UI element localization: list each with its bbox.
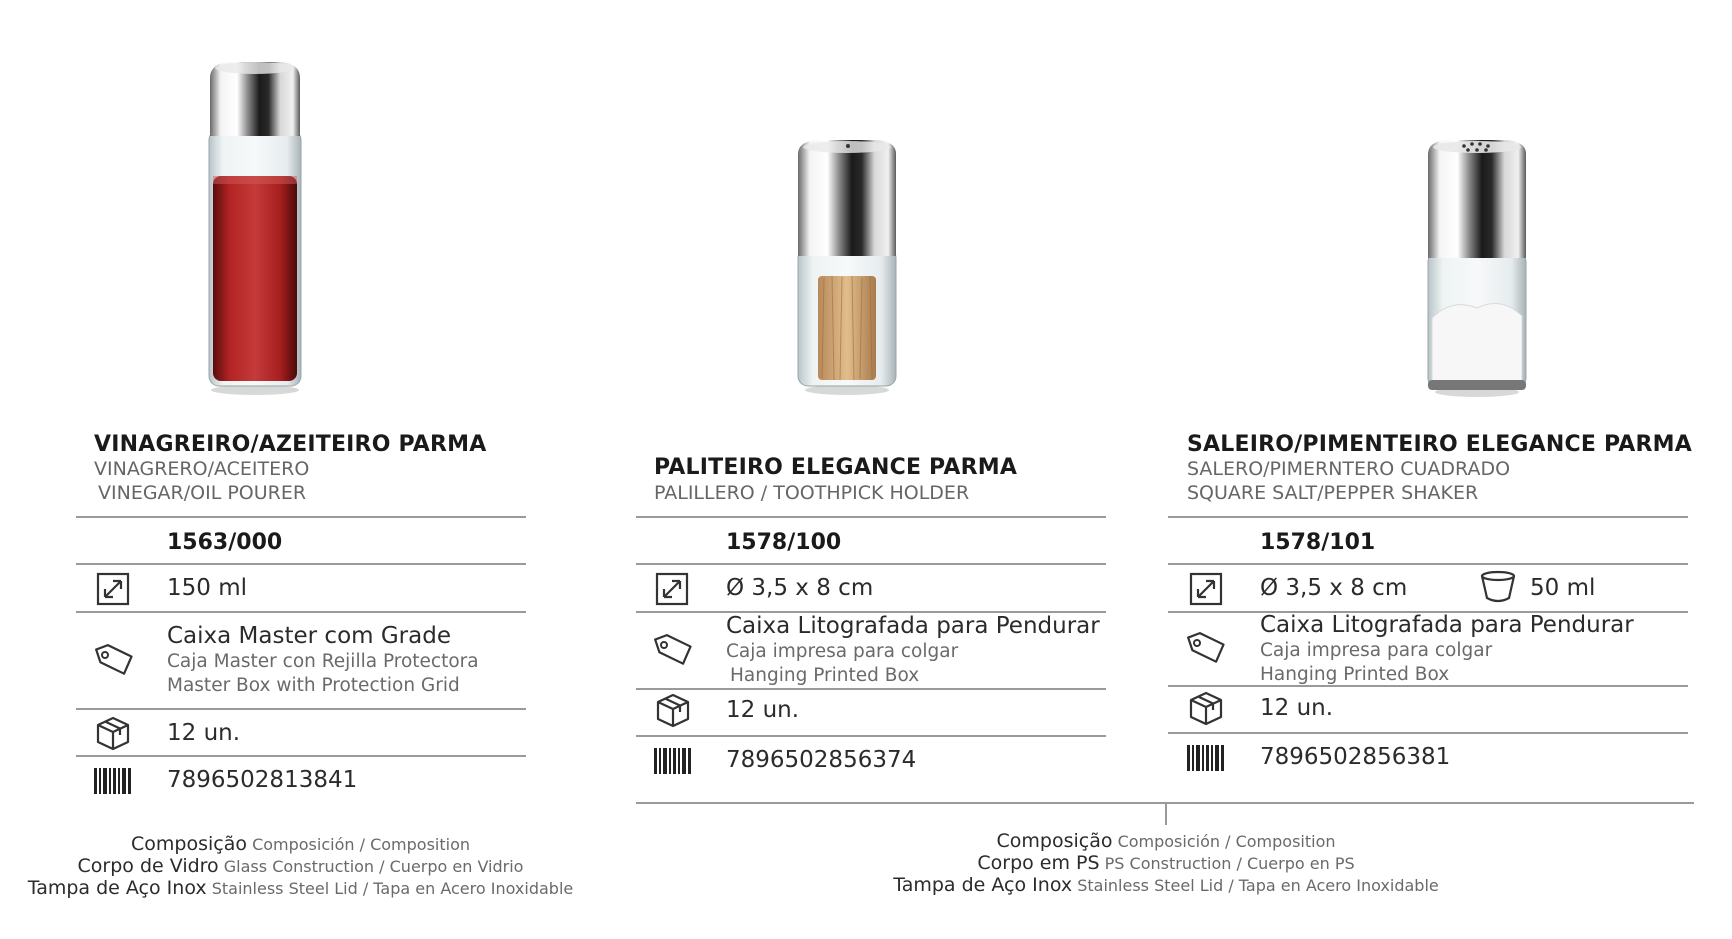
packaging-type-en: Hanging Printed Box xyxy=(1260,664,1450,685)
divider xyxy=(76,755,526,757)
divider xyxy=(1168,685,1688,687)
cup-icon xyxy=(1480,570,1516,608)
tag-icon xyxy=(651,632,693,670)
resize-arrow-icon xyxy=(96,572,130,610)
product-subtitle-es: VINAGRERO/ACEITERO xyxy=(94,458,310,480)
packaging-type: Caixa Master com Grade xyxy=(167,623,451,649)
packaging-type-es: Caja impresa para colgar xyxy=(1260,640,1493,661)
product-subtitle-es: SALERO/PIMERNTERO CUADRADO xyxy=(1187,458,1511,480)
composition-line: Tampa de Aço Inox Stainless Steel Lid / Tapa en Acero Inoxidable xyxy=(893,874,1439,896)
divider xyxy=(76,611,526,613)
barcode-icon xyxy=(1187,745,1225,775)
tag-icon xyxy=(1184,630,1226,668)
salt-pepper-shaker-image xyxy=(1422,138,1532,400)
product-subtitle-en: SQUARE SALT/PEPPER SHAKER xyxy=(1187,482,1479,504)
composition-line: Tampa de Aço Inox Stainless Steel Lid / Tapa en Acero Inoxidable xyxy=(27,877,574,899)
tag-icon xyxy=(92,642,134,680)
divider xyxy=(636,688,1106,690)
divider xyxy=(76,563,526,565)
product-title: PALITEIRO ELEGANCE PARMA xyxy=(654,455,1018,480)
packaging-type: Caixa Litografada para Pendurar xyxy=(726,613,1100,639)
composition-line: Corpo em PS PS Construction / Cuerpo en PS xyxy=(977,852,1355,874)
composition-right xyxy=(836,830,1496,896)
box-icon xyxy=(1187,690,1225,730)
barcode-number: 7896502813841 xyxy=(167,767,358,793)
packaging-type-es: Caja impresa para colgar xyxy=(726,641,959,662)
divider xyxy=(636,563,1106,565)
divider xyxy=(1168,732,1688,734)
resize-arrow-icon xyxy=(1189,572,1223,610)
divider xyxy=(636,735,1106,737)
barcode-icon xyxy=(654,748,692,778)
product-subtitle: PALILLERO / TOOTHPICK HOLDER xyxy=(654,482,970,504)
divider xyxy=(1168,563,1688,565)
packaging-type-en: Hanging Printed Box xyxy=(730,665,920,686)
barcode-icon xyxy=(94,768,132,798)
product-capacity: 50 ml xyxy=(1530,575,1596,601)
divider xyxy=(1168,516,1688,518)
vinegar-oil-pourer-image xyxy=(200,58,310,398)
toothpick-holder-image xyxy=(792,138,902,398)
units-per-box: 12 un. xyxy=(1260,695,1334,721)
composition-line: Composição Composición / Composition xyxy=(130,833,470,855)
composition-left xyxy=(0,833,601,899)
product-dimensions: Ø 3,5 x 8 cm xyxy=(726,575,874,601)
product-title: SALEIRO/PIMENTEIRO ELEGANCE PARMA xyxy=(1187,432,1692,457)
packaging-type-en: Master Box with Protection Grid xyxy=(167,675,460,696)
packaging-type: Caixa Litografada para Pendurar xyxy=(1260,612,1634,638)
packaging-type-es: Caja Master con Rejilla Protectora xyxy=(167,651,479,672)
product-code: 1578/100 xyxy=(726,530,842,555)
product-code: 1578/101 xyxy=(1260,530,1376,555)
composition-line: Composição Composición / Composition xyxy=(996,830,1336,852)
product-title: VINAGREIRO/AZEITEIRO PARMA xyxy=(94,432,487,457)
divider xyxy=(76,708,526,710)
barcode-number: 7896502856381 xyxy=(1260,744,1451,770)
units-per-box: 12 un. xyxy=(167,720,241,746)
barcode-number: 7896502856374 xyxy=(726,747,917,773)
product-code: 1563/000 xyxy=(167,530,283,555)
product-capacity: 150 ml xyxy=(167,575,248,601)
product-subtitle-en: VINEGAR/OIL POURER xyxy=(98,482,307,504)
composition-bracket-tick xyxy=(1165,803,1167,825)
units-per-box: 12 un. xyxy=(726,697,800,723)
product-dimensions: Ø 3,5 x 8 cm xyxy=(1260,575,1408,601)
divider xyxy=(76,516,526,518)
box-icon xyxy=(654,692,692,732)
resize-arrow-icon xyxy=(655,572,689,610)
divider xyxy=(636,516,1106,518)
box-icon xyxy=(94,715,132,755)
composition-line: Corpo de Vidro Glass Construction / Cuerpo en Vidrio xyxy=(77,855,524,877)
